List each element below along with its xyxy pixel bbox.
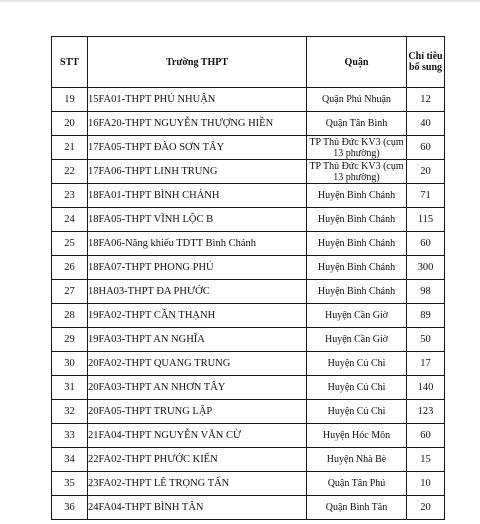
row-district: Huyện Bình Chánh	[307, 184, 407, 208]
row-stt: 21	[52, 136, 88, 160]
row-quota: 300	[407, 256, 445, 280]
table-row	[52, 280, 445, 304]
row-stt: 35	[52, 472, 88, 496]
row-school-name: 15FA01-THPT PHÚ NHUẬN	[88, 88, 307, 112]
page-top-shadow	[0, 0, 480, 3]
row-quota: 20	[407, 496, 445, 520]
row-stt: 24	[52, 208, 88, 232]
row-district: TP Thủ Đức KV3 (cụm 13 phường)	[307, 160, 407, 184]
header-quota: Chỉ tiêu bổ sung	[407, 37, 445, 88]
row-stt: 23	[52, 184, 88, 208]
row-stt: 30	[52, 352, 88, 376]
header-row	[52, 37, 445, 88]
table-row	[52, 400, 445, 424]
row-quota: 115	[407, 208, 445, 232]
row-district: Huyện Cần Giờ	[307, 304, 407, 328]
table-row	[52, 184, 445, 208]
table-header	[52, 37, 445, 88]
table-row	[52, 376, 445, 400]
row-quota: 140	[407, 376, 445, 400]
row-district: TP Thủ Đức KV3 (cụm 13 phường)	[307, 136, 407, 160]
row-quota: 98	[407, 280, 445, 304]
row-quota: 15	[407, 448, 445, 472]
row-school-name: 21FA04-THPT NGUYỄN VĂN CỪ	[88, 424, 307, 448]
table-row	[52, 352, 445, 376]
row-stt: 33	[52, 424, 88, 448]
table-row	[52, 208, 445, 232]
row-school-name: 19FA02-THPT CẦN THẠNH	[88, 304, 307, 328]
quota-table	[51, 36, 445, 520]
row-quota: 10	[407, 472, 445, 496]
table-row	[52, 304, 445, 328]
header-stt: STT	[52, 37, 88, 88]
table-row	[52, 232, 445, 256]
row-district: Huyện Bình Chánh	[307, 232, 407, 256]
row-school-name: 18HA03-THPT ĐA PHƯỚC	[88, 280, 307, 304]
row-school-name: 17FA05-THPT ĐÀO SƠN TÂY	[88, 136, 307, 160]
row-district: Huyện Nhà Bè	[307, 448, 407, 472]
header-school: Trường THPT	[88, 37, 307, 88]
row-district: Huyện Củ Chi	[307, 400, 407, 424]
row-quota: 12	[407, 88, 445, 112]
table-row	[52, 472, 445, 496]
row-district: Huyện Bình Chánh	[307, 256, 407, 280]
table-row	[52, 88, 445, 112]
row-quota: 40	[407, 112, 445, 136]
row-stt: 36	[52, 496, 88, 520]
row-district: Huyện Bình Chánh	[307, 208, 407, 232]
row-quota: 89	[407, 304, 445, 328]
row-quota: 123	[407, 400, 445, 424]
row-quota: 60	[407, 424, 445, 448]
row-quota: 60	[407, 232, 445, 256]
row-district: Huyện Củ Chi	[307, 376, 407, 400]
row-quota: 60	[407, 136, 445, 160]
table-row	[52, 160, 445, 184]
row-district: Huyện Bình Chánh	[307, 280, 407, 304]
table-row	[52, 112, 445, 136]
row-school-name: 18FA06-Năng khiếu TDTT Bình Chánh	[88, 232, 307, 256]
row-district: Quận Bình Tân	[307, 496, 407, 520]
row-district: Huyện Hóc Môn	[307, 424, 407, 448]
row-district: Quận Tân Bình	[307, 112, 407, 136]
row-school-name: 17FA06-THPT LINH TRUNG	[88, 160, 307, 184]
row-district: Huyện Cần Giờ	[307, 328, 407, 352]
row-school-name: 23FA02-THPT LÊ TRỌNG TẤN	[88, 472, 307, 496]
row-stt: 22	[52, 160, 88, 184]
row-school-name: 18FA07-THPT PHONG PHÚ	[88, 256, 307, 280]
row-quota: 20	[407, 160, 445, 184]
row-stt: 27	[52, 280, 88, 304]
row-school-name: 22FA02-THPT PHƯỚC KIẾN	[88, 448, 307, 472]
row-school-name: 20FA02-THPT QUANG TRUNG	[88, 352, 307, 376]
row-stt: 26	[52, 256, 88, 280]
row-school-name: 24FA04-THPT BÌNH TÂN	[88, 496, 307, 520]
row-stt: 31	[52, 376, 88, 400]
row-stt: 20	[52, 112, 88, 136]
table-body	[52, 88, 445, 520]
row-stt: 25	[52, 232, 88, 256]
row-quota: 17	[407, 352, 445, 376]
row-stt: 32	[52, 400, 88, 424]
header-district: Quận	[307, 37, 407, 88]
table-row	[52, 424, 445, 448]
row-school-name: 18FA01-THPT BÌNH CHÁNH	[88, 184, 307, 208]
row-stt: 34	[52, 448, 88, 472]
row-quota: 50	[407, 328, 445, 352]
table-row	[52, 136, 445, 160]
row-district: Quận Tân Phú	[307, 472, 407, 496]
table-row	[52, 256, 445, 280]
row-school-name: 20FA05-THPT TRUNG LẬP	[88, 400, 307, 424]
table-row	[52, 496, 445, 520]
row-stt: 28	[52, 304, 88, 328]
row-school-name: 20FA03-THPT AN NHƠN TÂY	[88, 376, 307, 400]
table-row	[52, 328, 445, 352]
row-school-name: 18FA05-THPT VĨNH LỘC B	[88, 208, 307, 232]
row-district: Quận Phú Nhuận	[307, 88, 407, 112]
row-school-name: 19FA03-THPT AN NGHĨA	[88, 328, 307, 352]
row-quota: 71	[407, 184, 445, 208]
row-stt: 29	[52, 328, 88, 352]
row-district: Huyện Củ Chi	[307, 352, 407, 376]
row-stt: 19	[52, 88, 88, 112]
row-school-name: 16FA20-THPT NGUYỄN THƯỢNG HIỀN	[88, 112, 307, 136]
table-row	[52, 448, 445, 472]
